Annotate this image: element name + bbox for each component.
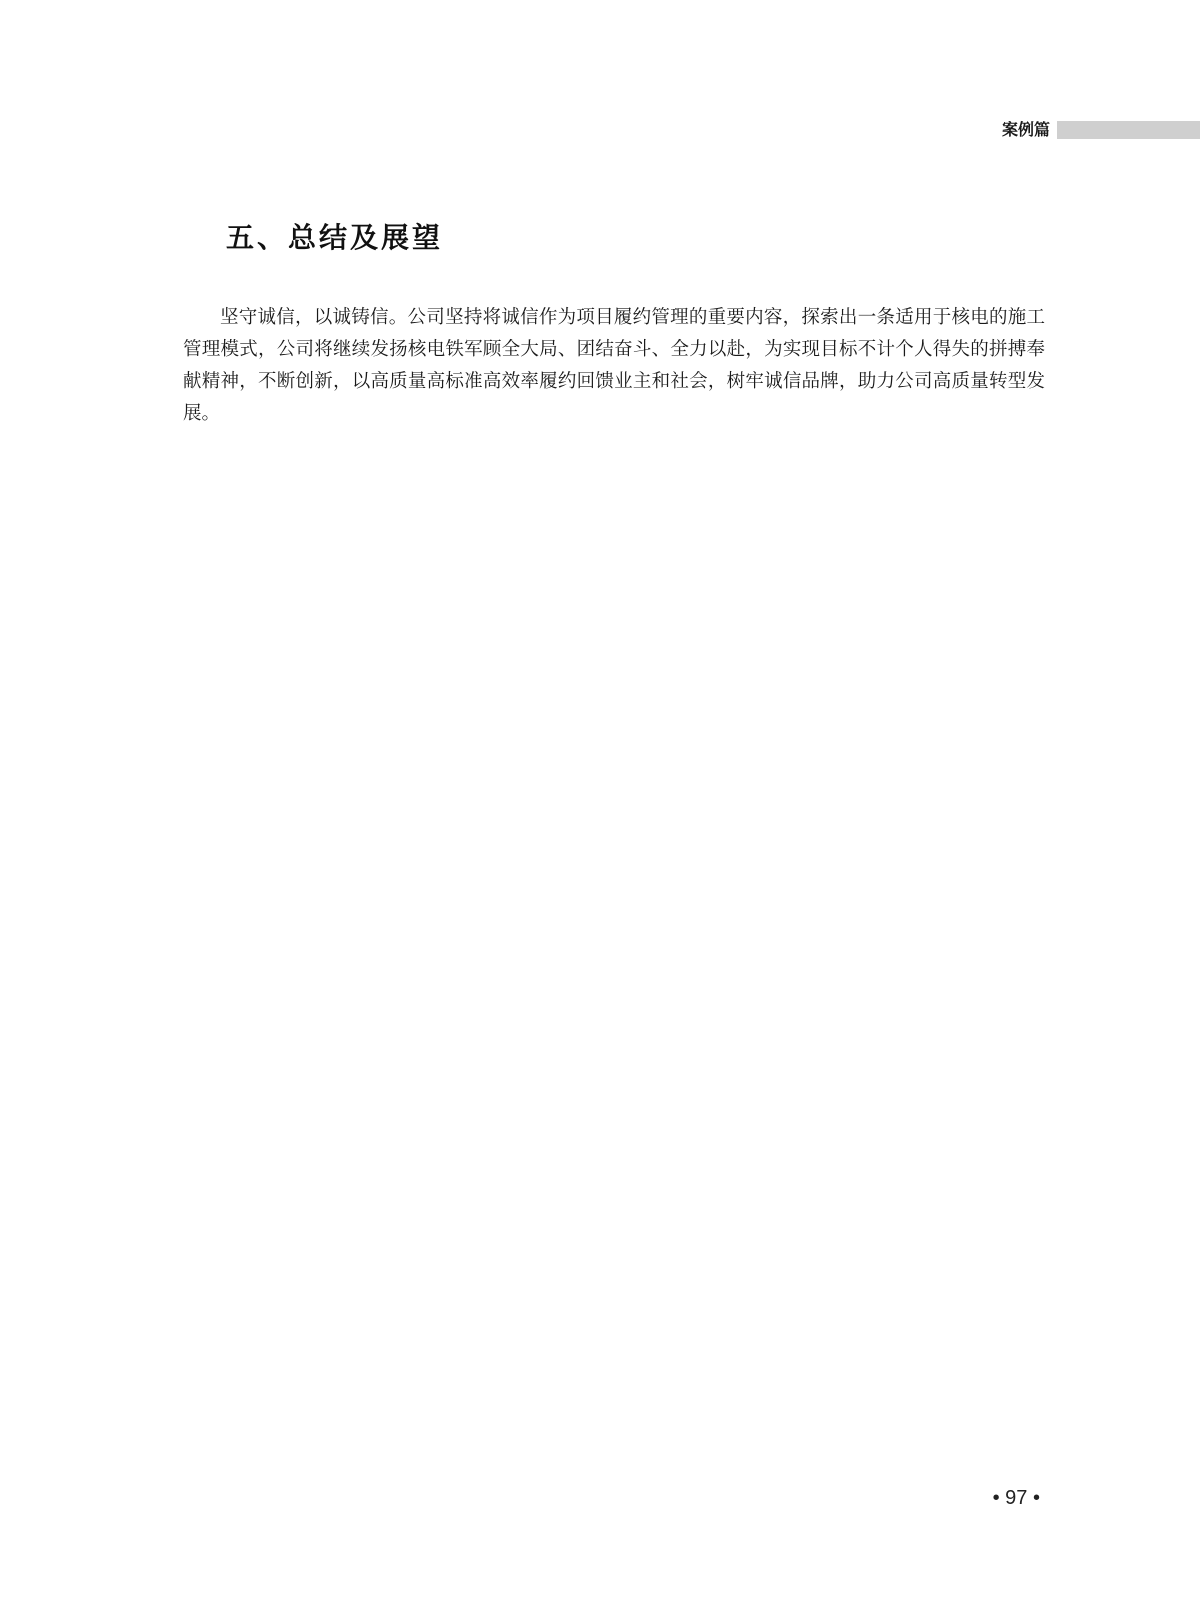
section-label: 案例篇 — [1001, 120, 1050, 139]
header-bar — [1057, 121, 1200, 139]
page-number: • 97 • — [992, 1487, 1040, 1509]
running-header — [0, 118, 1200, 142]
body-paragraph: 坚守诚信，以诚铸信。公司坚持将诚信作为项目履约管理的重要内容，探索出一条适用于核电的施工管理模式，公司将继续发扬核电铁军顾全大局、团结奋斗、全力以赴，为实现目标不计个人得失的拼搏奉献精神，不断创新，以高质量高标准高效率履约回馈业主和社会，树牢诚信品牌，助力公司高质量转型发展。 — [183, 307, 1045, 424]
section-heading: 五、总结及展望 — [226, 221, 444, 254]
